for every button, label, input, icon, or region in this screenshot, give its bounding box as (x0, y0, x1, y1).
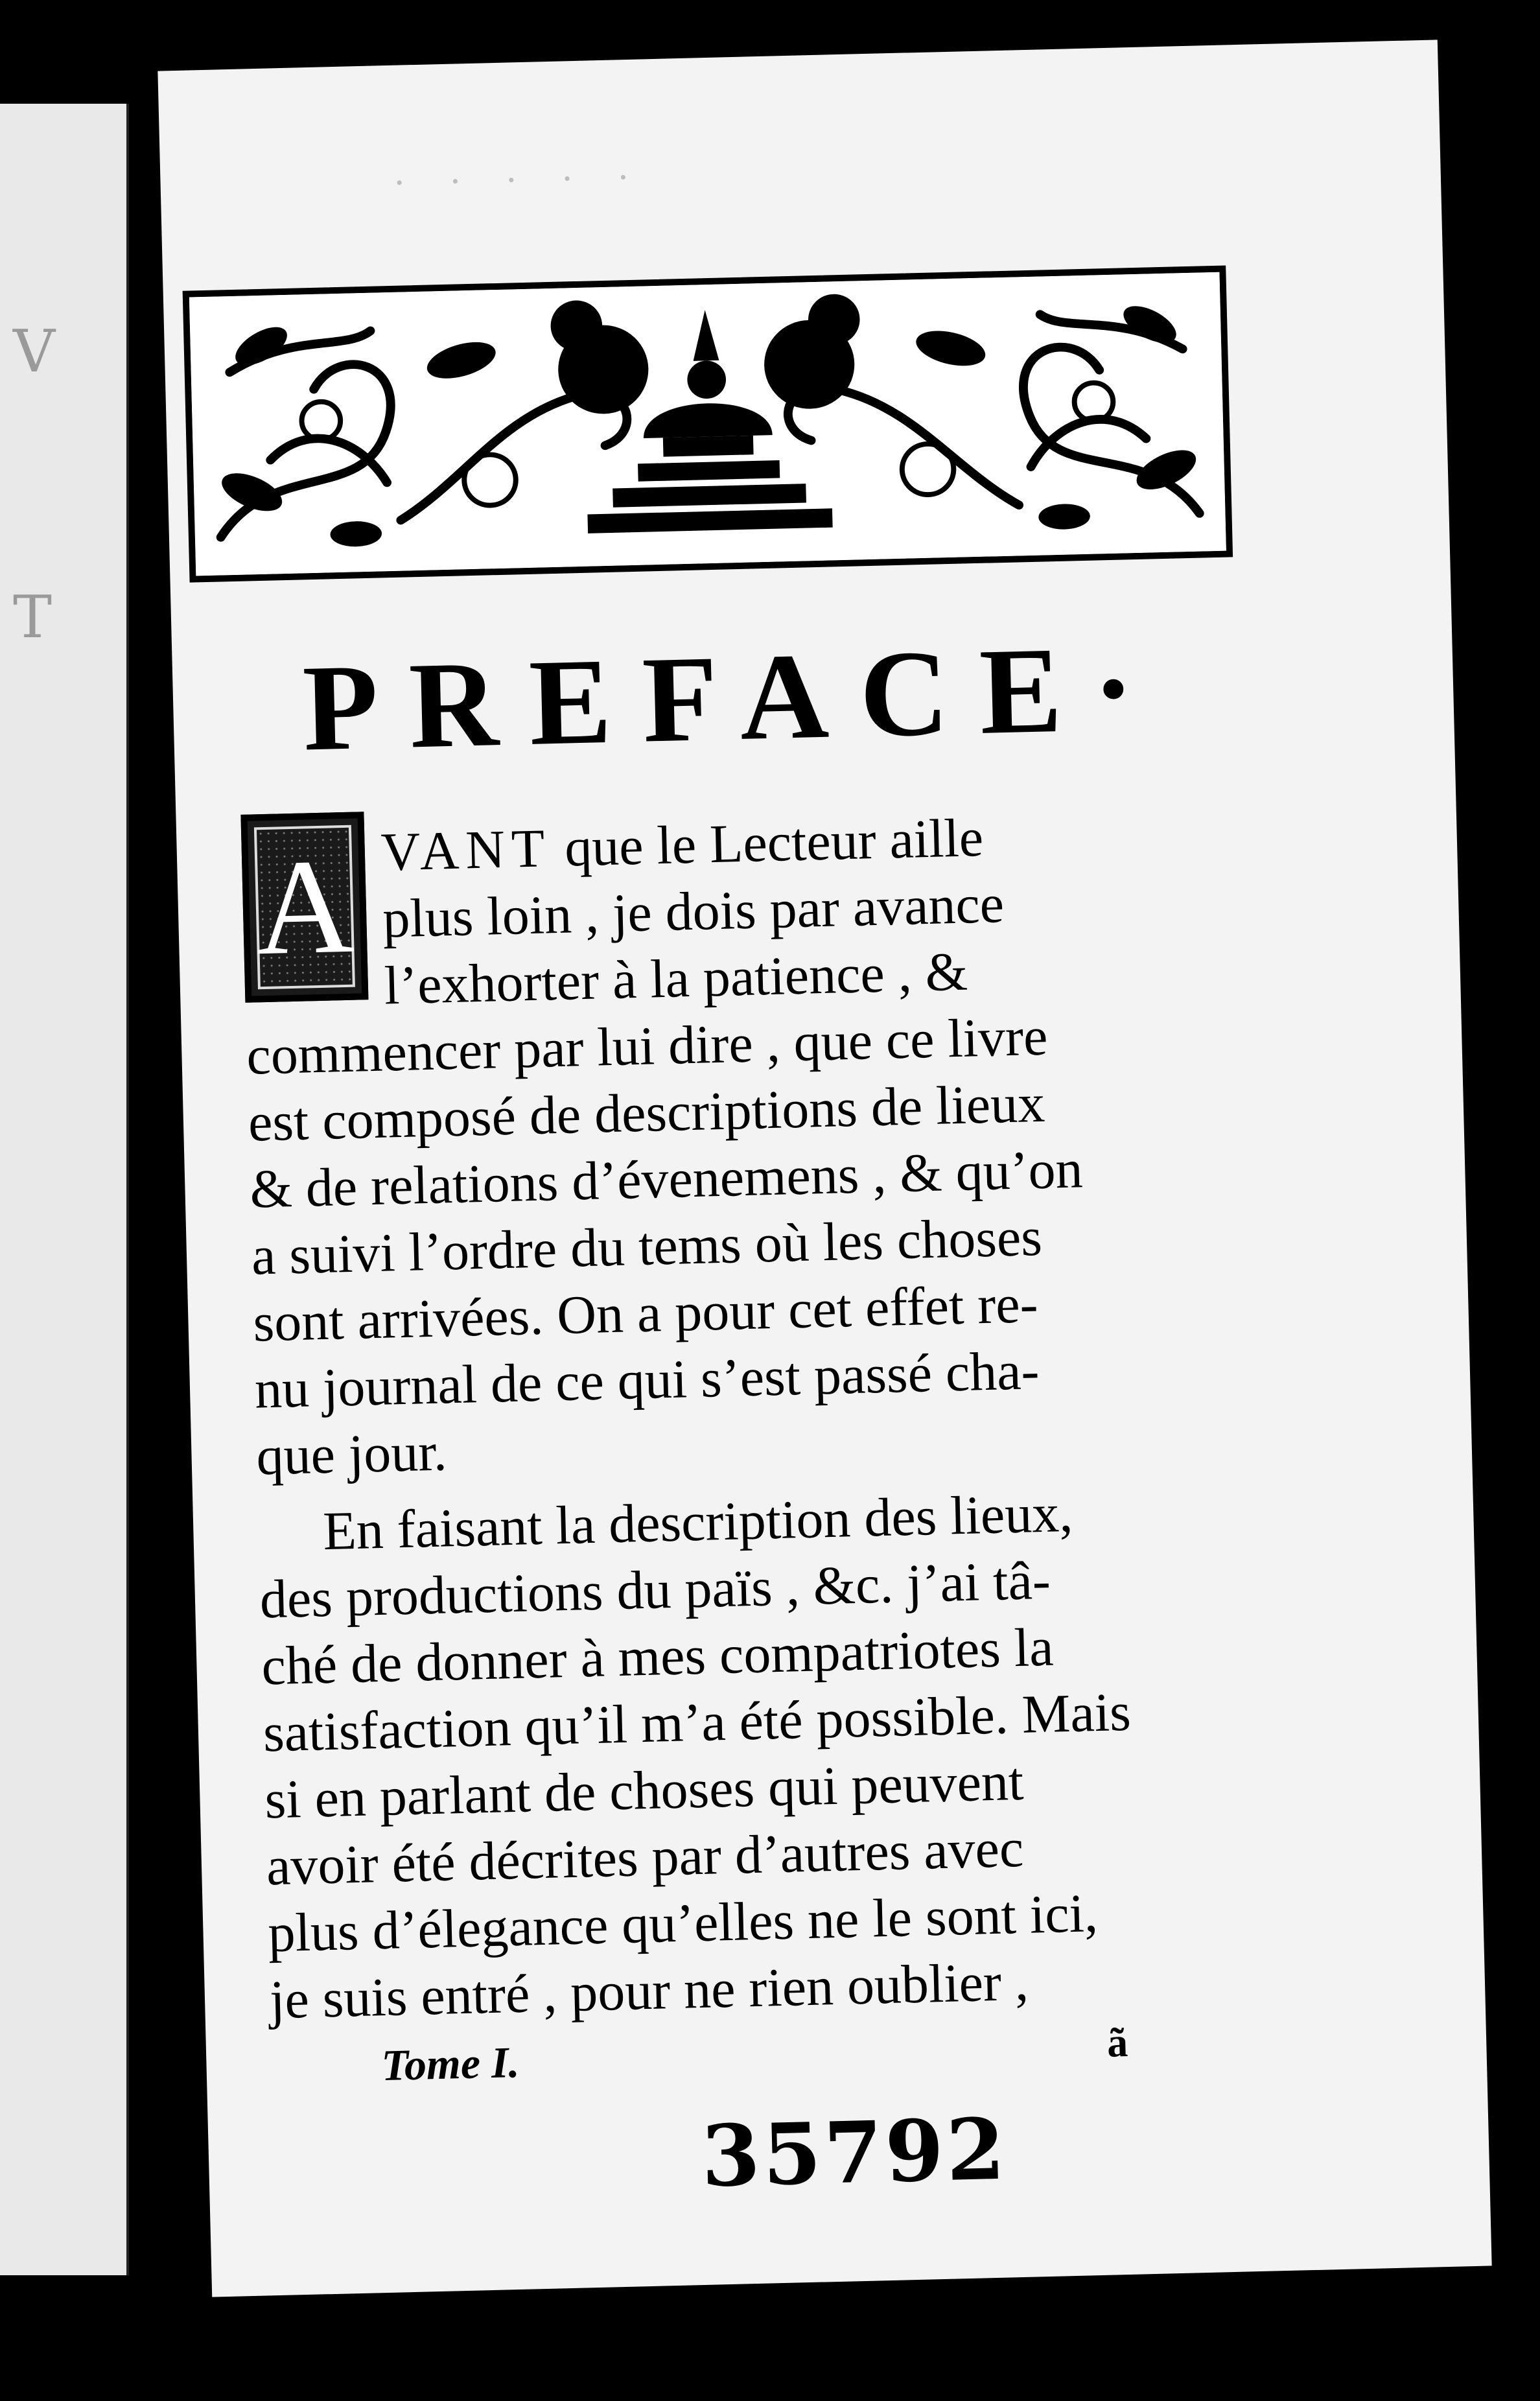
library-stamp-number: 35792 (700, 2099, 1009, 2207)
text-line: est composé de descriptions de lieux (247, 1073, 1046, 1153)
text-line: & de relations d’évenemens , & qu’on (249, 1139, 1084, 1220)
drop-cap-letter: A (253, 830, 356, 984)
text-line: plus loin , je dois par avance (382, 874, 1005, 950)
text-line: plus d’élegance qu’elles ne le sont ici, (267, 1883, 1099, 1964)
text-line: que jour. (255, 1422, 448, 1487)
text-line: si en parlant de choses qui peuvent (264, 1751, 1025, 1831)
text-line: commencer par lui dire , que ce livre (246, 1006, 1049, 1086)
text-line: nu journal de ce qui s’est passé cha- (253, 1341, 1040, 1420)
floral-ornament-icon (189, 272, 1226, 576)
drop-cap-frame (254, 825, 355, 990)
text-line: des productions du païs , &c. j’ai tâ- (259, 1550, 1051, 1630)
book-page (158, 40, 1491, 2297)
text-line: En faisant la description des lieux, (322, 1482, 1074, 1562)
text-line: avoir été décrites par d’autres avec (265, 1818, 1025, 1897)
bleed-through-text: T (13, 583, 52, 651)
text-line: je suis entré , pour ne rien oublier , (268, 1951, 1029, 2031)
page-title: PREFACE· (301, 619, 1167, 777)
text-line: satisfaction qu’il m’a été possible. Mais (262, 1681, 1132, 1764)
lead-small-caps: VANT (380, 818, 552, 883)
signature-mark: ã (1106, 2019, 1128, 2066)
ornamental-headpiece (183, 265, 1233, 582)
drop-cap-initial (240, 812, 368, 1003)
bleed-through-text: V (13, 318, 55, 386)
left-page-edge (0, 104, 129, 2275)
text-line-rest: que le Lecteur aille (564, 807, 985, 878)
text-line: a suivi l’ordre du tems où les choses (250, 1206, 1043, 1287)
text-line: ché de donner à mes compatriotes la (261, 1617, 1055, 1697)
bleed-through-running-head: · · · · · (393, 156, 646, 204)
text-line (380, 806, 985, 884)
text-line: sont arrivées. On a pour cet effet re- (252, 1274, 1039, 1353)
signature-line: Tome I. (380, 2037, 520, 2091)
text-line: l’exhorter à la patience , & (383, 941, 969, 1016)
